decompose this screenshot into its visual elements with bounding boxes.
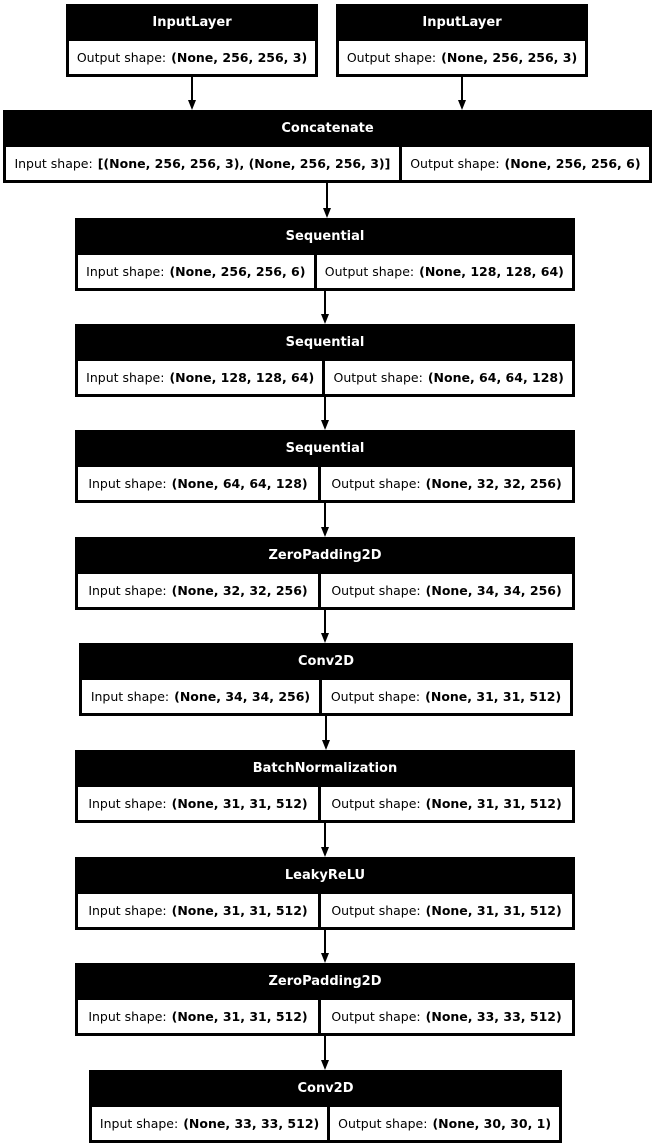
- output-shape-cell: [321, 467, 572, 500]
- layer-node-zeropadding2d-2: [75, 963, 575, 1036]
- output-shape-cell: [321, 1000, 572, 1033]
- input-shape-cell: [78, 574, 318, 607]
- connector-line: [191, 77, 193, 100]
- layer-type-label: Sequential: [285, 335, 365, 350]
- shape-label: Output shape:: [76, 50, 167, 65]
- shape-value: (None, 128, 128, 64): [419, 264, 564, 279]
- shape-value: (None, 256, 256, 3): [171, 50, 308, 65]
- output-shape-cell: [325, 361, 572, 394]
- layer-node-conv2d-1: [79, 643, 573, 716]
- shape-label: Input shape:: [88, 476, 167, 491]
- shape-value: (None, 32, 32, 256): [171, 583, 308, 598]
- arrowhead-icon: [321, 953, 329, 963]
- shape-label: Output shape:: [331, 796, 421, 811]
- connector-line: [324, 823, 326, 847]
- layer-node-sequential-1: [75, 218, 575, 291]
- shape-value: (None, 31, 31, 512): [425, 689, 562, 704]
- output-shape-cell: [339, 41, 585, 74]
- input-shape-cell: [78, 361, 322, 394]
- shape-label: Input shape:: [99, 1116, 179, 1131]
- connector-line: [324, 503, 326, 527]
- arrowhead-icon: [323, 208, 331, 218]
- shape-label: Output shape:: [324, 264, 415, 279]
- connector-arrow: [321, 823, 330, 857]
- shape-cells-row: [78, 574, 572, 607]
- input-shape-cell: [78, 467, 318, 500]
- arrowhead-icon: [321, 314, 329, 324]
- connector-arrow: [321, 1036, 330, 1070]
- layer-type-label: InputLayer: [422, 15, 502, 30]
- shape-label: Output shape:: [338, 1116, 428, 1131]
- input-shape-cell: [6, 147, 399, 180]
- layer-node-batchnormalization: [75, 750, 575, 823]
- shape-label: Input shape:: [90, 689, 170, 704]
- shape-label: Input shape:: [86, 264, 165, 279]
- connector-arrow: [323, 183, 332, 218]
- shape-value: (None, 256, 256, 6): [169, 264, 306, 279]
- shape-cells-row: [92, 1107, 559, 1140]
- arrowhead-icon: [321, 633, 329, 643]
- shape-label: Input shape:: [88, 903, 167, 918]
- output-shape-cell: [402, 147, 649, 180]
- shape-value: (None, 33, 33, 512): [425, 1009, 562, 1024]
- layer-type-label: Conv2D: [297, 654, 355, 669]
- connector-line: [324, 291, 326, 314]
- arrowhead-icon: [188, 100, 196, 110]
- output-shape-cell: [317, 255, 572, 288]
- connector-line: [324, 930, 326, 953]
- connector-arrow: [321, 610, 330, 643]
- shape-cells-row: [78, 467, 572, 500]
- layer-type-label: InputLayer: [152, 15, 232, 30]
- input-shape-cell: [78, 894, 318, 927]
- shape-value: (None, 34, 34, 256): [425, 583, 562, 598]
- layer-node-conv2d-2: [89, 1070, 562, 1143]
- shape-value: (None, 64, 64, 128): [427, 370, 564, 385]
- input-shape-cell: [92, 1107, 327, 1140]
- shape-value: (None, 64, 64, 128): [171, 476, 308, 491]
- shape-value: (None, 31, 31, 512): [171, 796, 308, 811]
- shape-value: (None, 33, 33, 512): [183, 1116, 320, 1131]
- shape-value: (None, 31, 31, 512): [171, 1009, 308, 1024]
- shape-label: Input shape:: [14, 156, 93, 171]
- shape-value: (None, 30, 30, 1): [432, 1116, 552, 1131]
- shape-value: (None, 34, 34, 256): [174, 689, 311, 704]
- input-shape-cell: [78, 787, 318, 820]
- shape-cells-row: [339, 41, 585, 74]
- connector-arrow: [321, 930, 330, 963]
- connector-line: [324, 1036, 326, 1060]
- connector-line: [324, 397, 326, 420]
- connector-arrow: [458, 77, 467, 110]
- layer-node-zeropadding2d-1: [75, 537, 575, 610]
- output-shape-cell: [321, 787, 572, 820]
- layer-type-label: BatchNormalization: [252, 761, 398, 776]
- layer-node-sequential-3: [75, 430, 575, 503]
- input-shape-cell: [82, 680, 319, 713]
- arrowhead-icon: [458, 100, 466, 110]
- connector-line: [326, 183, 328, 208]
- connector-line: [461, 77, 463, 100]
- shape-value: (None, 31, 31, 512): [171, 903, 308, 918]
- shape-label: Output shape:: [330, 689, 421, 704]
- output-shape-cell: [330, 1107, 559, 1140]
- output-shape-cell: [322, 680, 570, 713]
- layer-type-label: Sequential: [285, 229, 365, 244]
- shape-label: Output shape:: [410, 156, 500, 171]
- shape-value: [(None, 256, 256, 3), (None, 256, 256, 3)]: [97, 156, 391, 171]
- shape-cells-row: [6, 147, 649, 180]
- layer-node-concatenate: [3, 110, 652, 183]
- input-shape-cell: [78, 1000, 318, 1033]
- layer-type-label: Concatenate: [281, 121, 374, 136]
- output-shape-cell: [69, 41, 315, 74]
- shape-label: Output shape:: [331, 583, 421, 598]
- shape-label: Output shape:: [331, 903, 421, 918]
- layer-type-label: Conv2D: [297, 1081, 354, 1096]
- connector-arrow: [322, 716, 331, 750]
- arrowhead-icon: [321, 420, 329, 430]
- shape-label: Input shape:: [88, 1009, 167, 1024]
- shape-cells-row: [78, 255, 572, 288]
- input-shape-cell: [78, 255, 314, 288]
- connector-line: [324, 610, 326, 633]
- shape-cells-row: [78, 894, 572, 927]
- connector-arrow: [188, 77, 197, 110]
- shape-label: Output shape:: [333, 370, 423, 385]
- connector-arrow: [321, 397, 330, 430]
- shape-value: (None, 32, 32, 256): [425, 476, 562, 491]
- connector-line: [325, 716, 327, 740]
- shape-label: Input shape:: [86, 370, 165, 385]
- shape-cells-row: [78, 787, 572, 820]
- arrowhead-icon: [321, 1060, 329, 1070]
- arrowhead-icon: [322, 740, 330, 750]
- shape-label: Output shape:: [346, 50, 437, 65]
- shape-label: Input shape:: [88, 583, 167, 598]
- shape-cells-row: [78, 1000, 572, 1033]
- layer-node-inputlayer-1: [66, 4, 318, 77]
- layer-node-inputlayer-2: [336, 4, 588, 77]
- layer-type-label: Sequential: [285, 441, 365, 456]
- connector-arrow: [321, 291, 330, 324]
- shape-value: (None, 256, 256, 3): [441, 50, 578, 65]
- connector-arrow: [321, 503, 330, 537]
- shape-label: Input shape:: [88, 796, 167, 811]
- layer-type-label: ZeroPadding2D: [268, 548, 382, 563]
- shape-value: (None, 31, 31, 512): [425, 796, 562, 811]
- shape-value: (None, 128, 128, 64): [169, 370, 315, 385]
- shape-value: (None, 256, 256, 6): [504, 156, 641, 171]
- arrowhead-icon: [321, 847, 329, 857]
- shape-label: Output shape:: [331, 476, 421, 491]
- layer-node-sequential-2: [75, 324, 575, 397]
- output-shape-cell: [321, 894, 572, 927]
- shape-cells-row: [69, 41, 315, 74]
- output-shape-cell: [321, 574, 572, 607]
- layer-node-leakyrelu: [75, 857, 575, 930]
- shape-label: Output shape:: [331, 1009, 421, 1024]
- shape-cells-row: [78, 361, 572, 394]
- layer-type-label: ZeroPadding2D: [268, 974, 382, 989]
- arrowhead-icon: [321, 527, 329, 537]
- shape-cells-row: [82, 680, 570, 713]
- layer-type-label: LeakyReLU: [284, 868, 366, 883]
- shape-value: (None, 31, 31, 512): [425, 903, 562, 918]
